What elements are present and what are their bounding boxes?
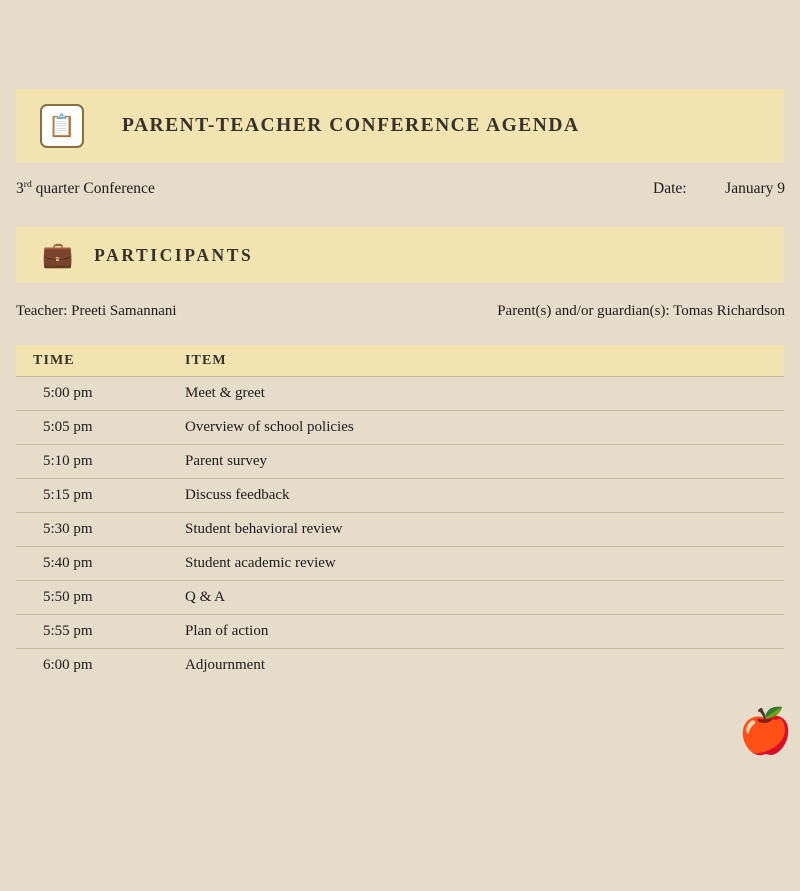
row-time: 5:40 pm [43,555,93,571]
apple-icon: 🍎 [738,707,793,756]
quarter-rest: quarter Conference [31,180,155,197]
subheader-line [16,180,785,204]
date-value: January 9 [725,180,785,197]
participants-section-band [16,227,784,283]
table-row [16,649,784,682]
row-time: 5:50 pm [43,589,93,605]
row-time: 6:00 pm [43,657,93,673]
row-item: Parent survey [185,453,268,469]
row-time: 5:00 pm [43,385,93,401]
row-item: Overview of school policies [185,419,354,435]
date-label: Date: [653,180,687,197]
briefcase-icon: 💼 [42,241,74,269]
table-row [16,445,784,479]
row-item: Plan of action [185,623,269,639]
row-time: 5:30 pm [43,521,93,537]
column-header-item: ITEM [185,352,227,368]
participants-section-title: PARTICIPANTS [94,244,254,265]
row-item: Student behavioral review [185,521,343,537]
guardian-name: Parent(s) and/or guardian(s): Tomas Richardson [497,303,785,319]
row-item: Discuss feedback [185,487,290,503]
table-row [16,377,784,411]
table-row [16,513,784,547]
row-time: 5:15 pm [43,487,93,503]
table-row [16,581,784,615]
page-title: PARENT-TEACHER CONFERENCE AGENDA [122,115,580,136]
clipboard-icon: 📋 [40,104,84,148]
row-time: 5:10 pm [43,453,93,469]
table-row [16,615,784,649]
row-time: 5:55 pm [43,623,93,639]
row-item: Meet & greet [185,385,265,401]
row-item: Adjournment [185,657,265,673]
quarter-number: 3 [16,180,24,197]
row-item: Student academic review [185,555,336,571]
quarter-suffix: rd [23,178,32,190]
table-row [16,479,784,513]
quarter-label [16,180,155,198]
document-title-band [16,89,784,163]
agenda-table [16,345,784,682]
participants-names [16,303,785,325]
teacher-name: Teacher: Preeti Samannani [16,303,177,319]
row-item: Q & A [185,589,226,605]
agenda-table-header [16,345,784,377]
table-row [16,411,784,445]
row-time: 5:05 pm [43,419,93,435]
agenda-table-body [16,377,784,682]
table-row [16,547,784,581]
column-header-time: TIME [33,352,75,368]
